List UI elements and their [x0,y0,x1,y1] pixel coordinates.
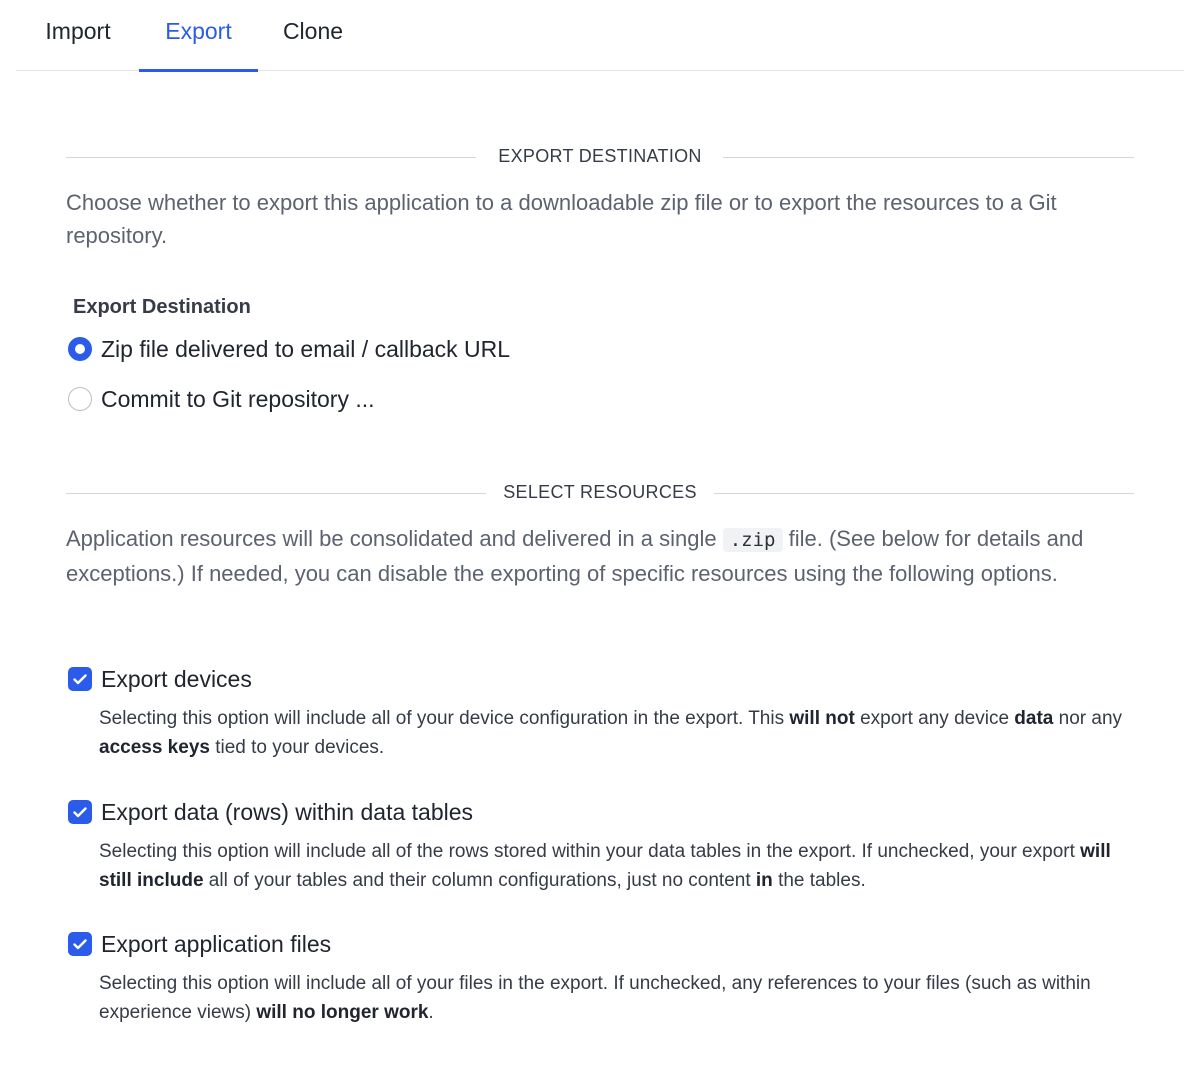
zip-code-snippet: .zip [723,528,783,552]
tab-export[interactable]: Export [139,0,258,71]
tab-bar [16,0,1184,71]
description-text: file. (See below for details and exceptions.) If needed, you can disable the exporting of specific resources using the following options. [66,526,1084,586]
description-emphasis: data [1014,708,1054,729]
export-destination-description: Choose whether to export this application to a downloadable zip file or to export the resources to a Git repository. [66,190,1057,248]
checkbox-checked-icon[interactable] [68,932,92,956]
divider-line [714,493,1134,494]
radio-git-repository[interactable] [68,384,375,414]
export-devices-label: Export devices [101,665,252,692]
radio-git-repository-label: Commit to Git repository ... [101,385,375,412]
export-data-rows-label: Export data (rows) within data tables [101,798,474,825]
export-destination-label: Export Destination [73,296,251,318]
description-text: Selecting this option will include all of your files in the export. If unchecked, any references to your files (such as within experience views) [99,973,1091,1023]
description-text: all of your tables and their column configurations, just no content [203,870,756,891]
checkbox-export-application-files[interactable] [68,929,331,959]
description-text: Selecting this option will include all of your device configuration in the export. This [99,708,790,729]
select-resources-description [66,522,1106,590]
description-emphasis: access keys [99,737,210,758]
description-text: the tables. [772,870,866,891]
description-emphasis: will no longer work [256,1002,429,1023]
tab-clone[interactable]: Clone [282,18,344,44]
divider-line [723,157,1134,158]
radio-unchecked-icon[interactable] [68,387,92,411]
description-emphasis: in [755,870,773,891]
description-text: tied to your devices. [209,737,385,758]
checkbox-export-devices[interactable] [68,664,252,694]
description-emphasis: will not [789,708,855,729]
description-text: . [428,1002,434,1023]
radio-zip-file-label: Zip file delivered to email / callback URL [101,335,511,362]
export-destination-heading: EXPORT DESTINATION [498,146,702,166]
radio-zip-file[interactable] [68,334,510,364]
export-application-files-label: Export application files [101,930,332,957]
export-data-rows-description [99,837,1139,895]
export-application-files-description [99,969,1139,1027]
checkbox-checked-icon[interactable] [68,800,92,824]
checkbox-export-data-rows[interactable] [68,797,473,827]
export-devices-description [99,704,1139,762]
export-destination-divider [66,146,1134,170]
select-resources-divider [66,482,1134,506]
description-text: nor any [1053,708,1123,729]
description-text: export any device [854,708,1015,729]
checkbox-checked-icon[interactable] [68,667,92,691]
description-text: Application resources will be consolidated and delivered in a single [66,526,723,551]
select-resources-heading: SELECT RESOURCES [503,482,697,502]
radio-checked-icon[interactable] [68,337,92,361]
description-text: Selecting this option will include all of the rows stored within your data tables in the export. If unchecked, your export [99,841,1081,862]
tab-import[interactable]: Import [45,18,111,44]
description-emphasis: will still include [99,841,1111,891]
